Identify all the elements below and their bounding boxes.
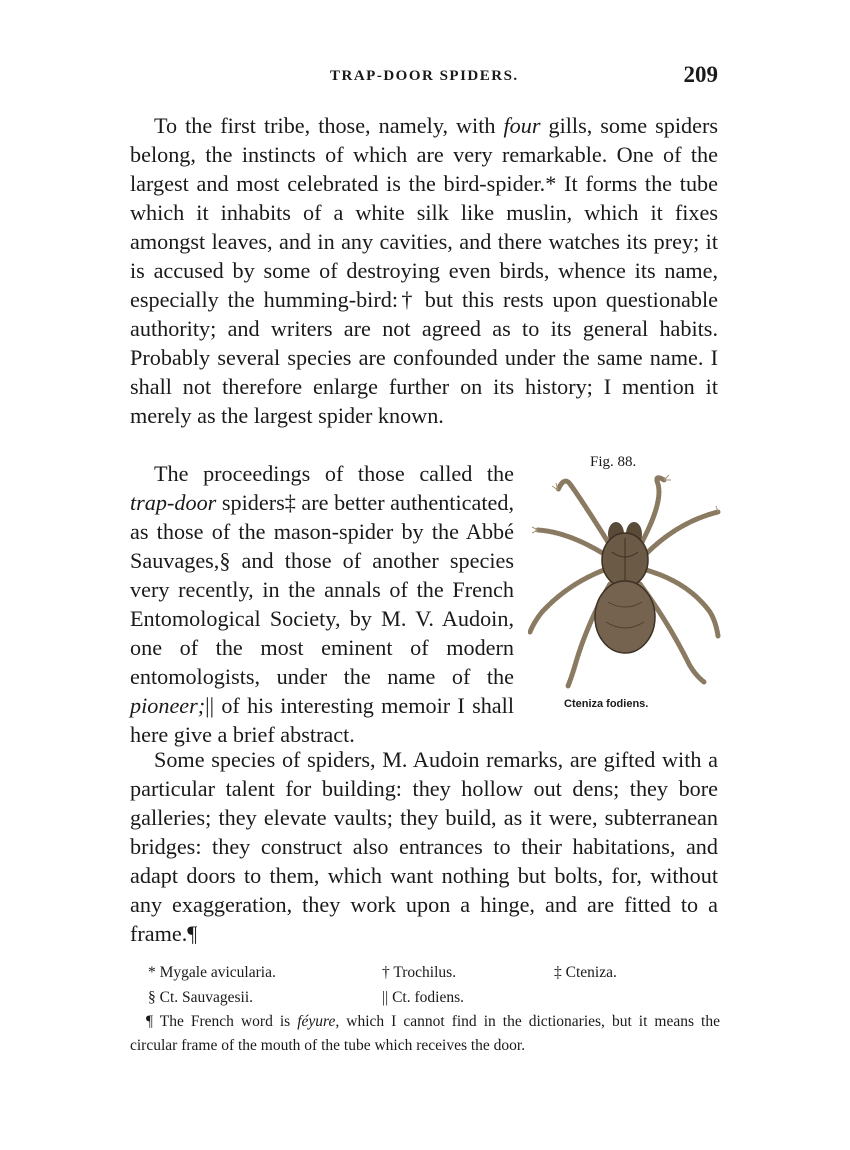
footnote-feyure <box>130 1010 720 1058</box>
footnote-row-1 <box>130 960 720 985</box>
footnote-mygale: * Mygale avicularia. <box>148 964 276 981</box>
footnote-feyure-text-b: which I cannot find in the dictionaries, but it means the circular frame of the mouth of the tube which receives the door. <box>130 1013 720 1054</box>
paragraph-1-emphasis: four <box>503 113 541 138</box>
footnote-feyure-emphasis: féyure, <box>297 1013 340 1030</box>
paragraph-2-text-b: spiders‡ are better authenticated, as those of the mason-spider by the Abbé Sauvages,§ and those of another species very recently, in the annals of the French Entomological Society, by M. V. Audoin, one of the most eminent of modern entomologists, under the name of the <box>130 490 514 689</box>
paragraph-3-text: Some species of spiders, M. Audoin remarks, are gifted with a particular talent for building: they hollow out dens; they bore galleries; they elevate vaults; they build, as it were, subterranean bridges: they construct also entrances to their habitations, and adapt doors to them, which want nothing but bolts, for, without any exaggeration, they work upon a hinge, and are fitted to a frame.¶ <box>130 747 718 946</box>
running-title: TRAP-DOOR SPIDERS. <box>330 68 519 84</box>
paragraph-2-emphasis-1: trap-door <box>130 490 217 515</box>
paragraph-2-text-c: || of his interesting memoir I shall here give a brief abstract. <box>130 693 514 747</box>
footnote-row-2 <box>130 985 720 1010</box>
paragraph-2 <box>130 459 718 749</box>
figure-caption: Cteniza fodiens. <box>564 698 649 710</box>
footnote-sauvagesii: § Ct. Sauvagesii. <box>148 989 254 1006</box>
paragraph-1-text-b: gills, some spiders belong, the instincts of which are very remarkable. One of the largest and most celebrated is the bird-spider.* It forms the tube which it inhabits of a white silk like muslin, which it fixes amongst leaves, and in any cavities, and there watches its prey; it is accused by some of destroying even birds, whence its name, especially the humming-bird:† but this rests upon questionable authority; and writers are not agreed as to its general habits. Probably several species are confounded under the same name. I shall not therefore enlarge further on its history; I mention it merely as the largest spider known. <box>130 113 719 428</box>
footnotes <box>130 960 720 1058</box>
figure-float-space <box>526 459 718 709</box>
paragraph-2-emphasis-2: pioneer; <box>130 693 206 718</box>
paragraph-1 <box>130 111 718 430</box>
paragraph-1-text-a: To the first tribe, those, namely, with <box>154 113 504 138</box>
footnote-feyure-text-a: ¶ The French word is <box>146 1013 298 1030</box>
paragraph-3 <box>130 745 718 948</box>
footnote-cteniza: ‡ Cteniza. <box>554 964 617 981</box>
paragraph-2-text-a: The proceedings of those called the <box>154 461 514 486</box>
footnote-trochilus: † Trochilus. <box>382 964 457 981</box>
footnote-fodiens: || Ct. fodiens. <box>382 989 464 1006</box>
figure-label: Fig. 88. <box>590 454 637 470</box>
running-head <box>130 62 718 90</box>
page-number: 209 <box>683 62 718 87</box>
